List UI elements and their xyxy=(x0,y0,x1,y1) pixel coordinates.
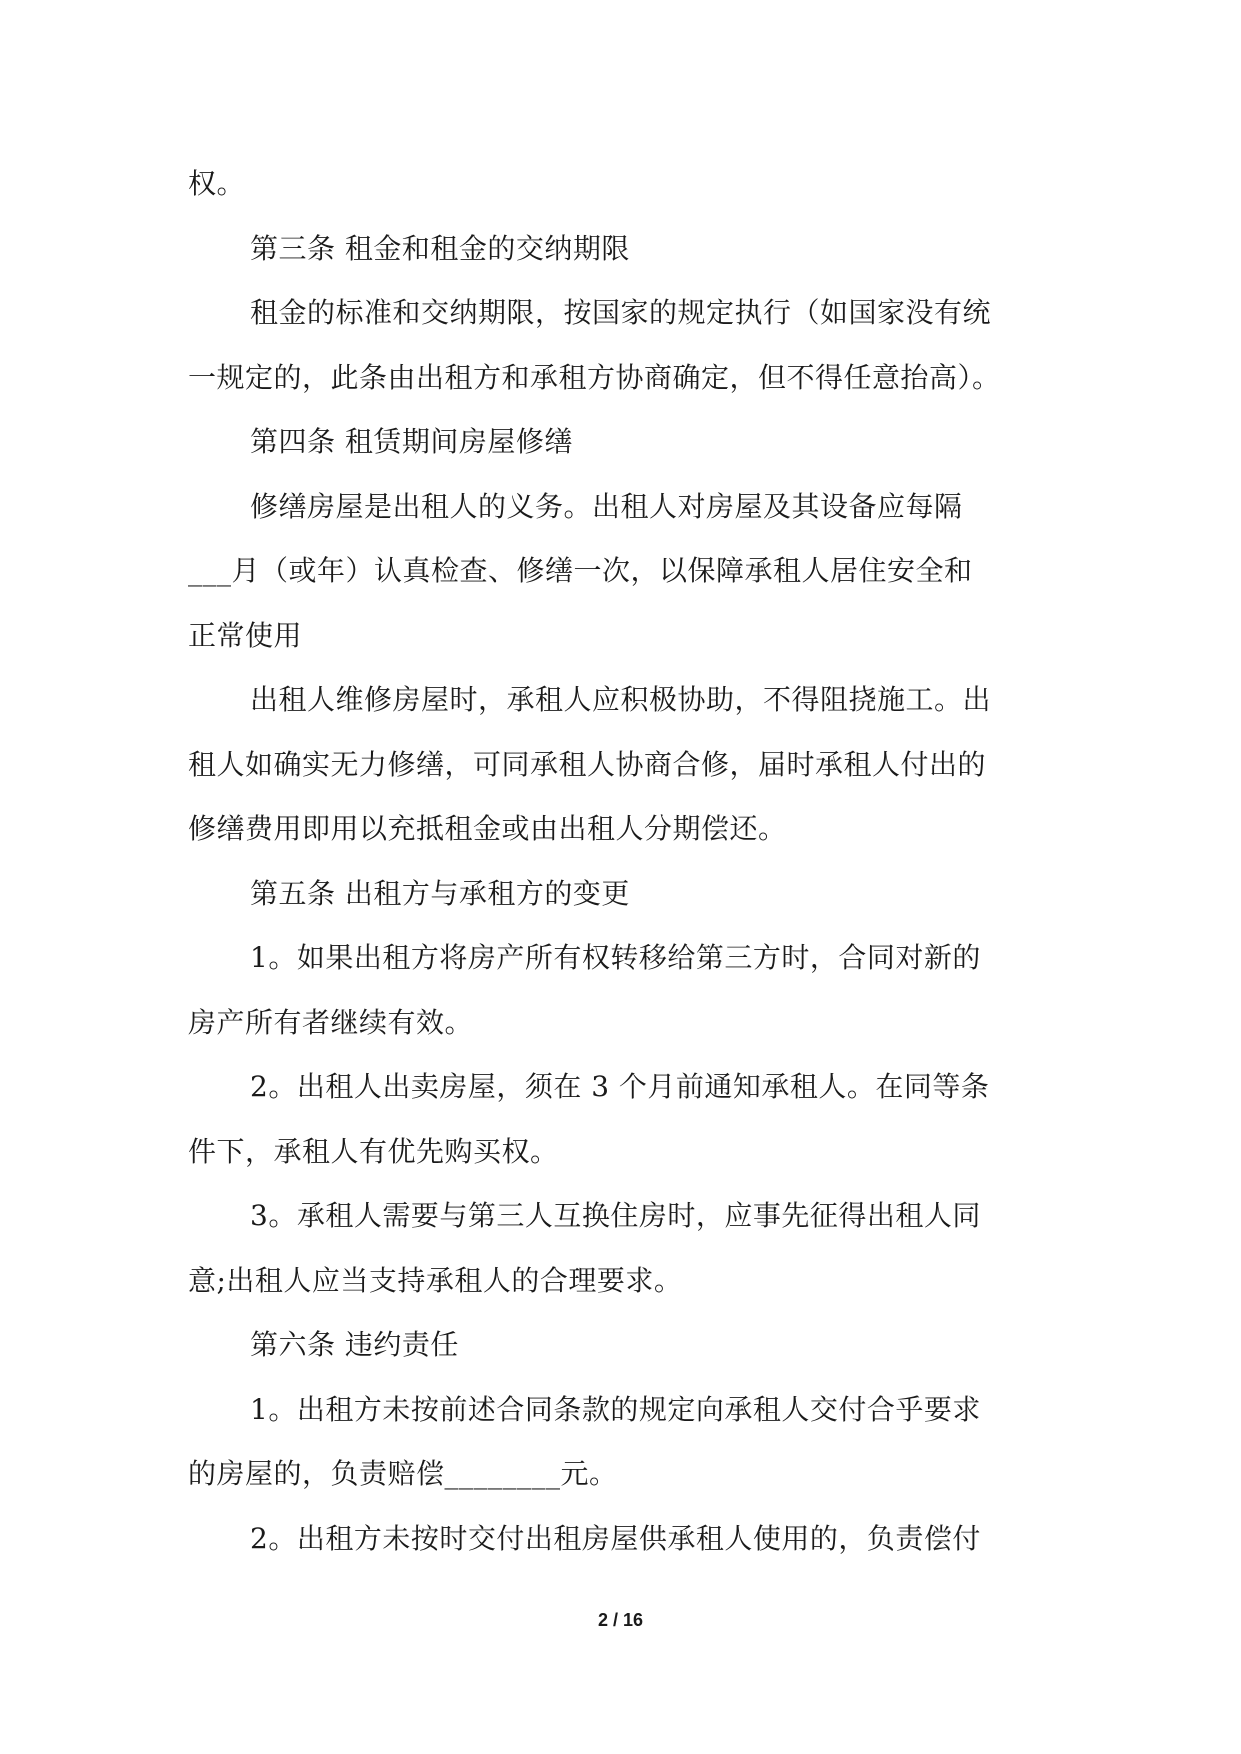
text-line: 3。承租人需要与第三人互换住房时，应事先征得出租人同 xyxy=(250,1199,981,1232)
text-line: 房产所有者继续有效。 xyxy=(188,1005,474,1039)
document-body xyxy=(188,152,1068,1571)
text-line: 一规定的，此条由出租方和承租方协商确定，但不得任意抬高）。 xyxy=(188,360,1001,394)
text-line: 2。出租人出卖房屋，须在 3 个月前通知承租人。在同等条 xyxy=(250,1070,990,1103)
text-line: 正常使用 xyxy=(188,618,303,652)
text-line: 的房屋的，负责赔偿________元。 xyxy=(188,1457,618,1490)
text-line: 件下，承租人有优先购买权。 xyxy=(188,1134,559,1168)
text-line: 出租人维修房屋时，承租人应积极协助，不得阻挠施工。出 xyxy=(250,683,992,716)
text-line: 1。出租方未按前述合同条款的规定向承租人交付合乎要求 xyxy=(250,1392,981,1426)
text-line: 租人如确实无力修缮，可同承租人协商合修，届时承租人付出的 xyxy=(188,747,987,781)
text-line: 1。如果出租方将房产所有权转移给第三方时，合同对新的 xyxy=(250,941,981,974)
page-number: 2 / 16 xyxy=(597,1610,644,1630)
section-heading-3: 第三条 租金和租金的交纳期限 xyxy=(250,231,630,265)
text-line: 修缮房屋是出租人的义务。出租人对房屋及其设备应每隔 xyxy=(250,489,963,523)
section-heading-4: 第四条 租赁期间房屋修缮 xyxy=(250,425,573,458)
text-line: 2。出租方未按时交付出租房屋供承租人使用的，负责偿付 xyxy=(250,1521,981,1555)
text-line: 修缮费用即用以充抵租金或由出租人分期偿还。 xyxy=(188,812,787,845)
text-line: 权。 xyxy=(188,167,246,200)
text-line: 意;出租人应当支持承租人的合理要求。 xyxy=(188,1263,683,1297)
text-line: ___月（或年）认真检查、修缮一次，以保障承租人居住安全和 xyxy=(188,554,973,587)
section-heading-6: 第六条 违约责任 xyxy=(250,1328,459,1361)
section-heading-5: 第五条 出租方与承租方的变更 xyxy=(250,876,630,910)
text-line: 租金的标准和交纳期限，按国家的规定执行（如国家没有统 xyxy=(250,296,992,329)
